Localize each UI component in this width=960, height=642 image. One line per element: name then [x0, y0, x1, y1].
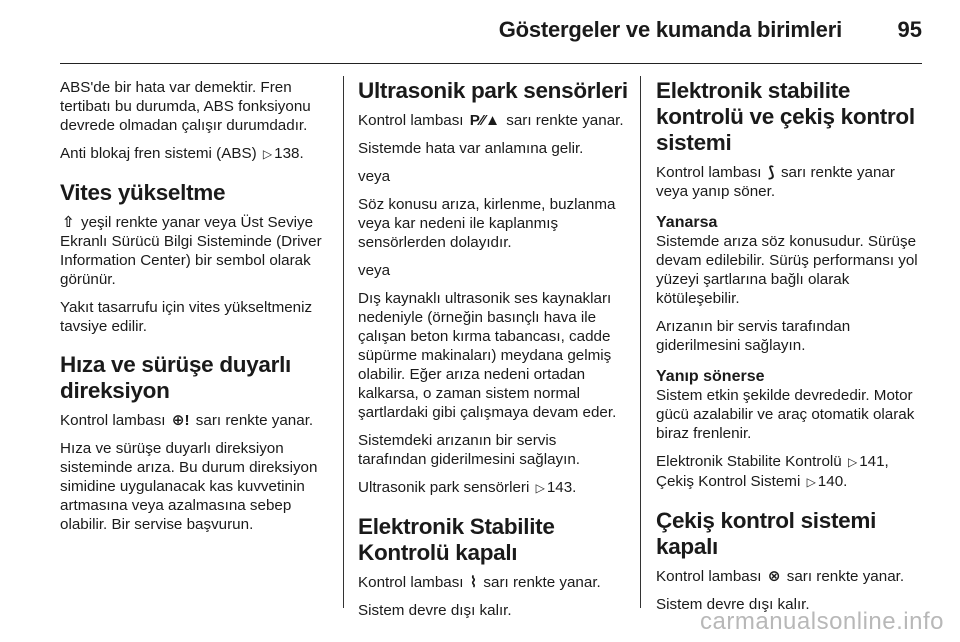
park-sensor-icon: P⁄⁄▲: [469, 112, 500, 129]
paragraph: Arızanın bir servis tarafından giderilmesini sağlayın.: [656, 318, 851, 354]
paragraph: ABS'de bir hata var demektir. Fren tertibatı bu durumda, ABS fonksiyonu devrede olmadan çalışır durumdadır.: [60, 79, 311, 134]
esc-off-icon: ⌇: [469, 574, 478, 591]
ref-text: Ultrasonik park sensörleri: [358, 479, 530, 496]
section-heading-traction-off: Çekiş kontrol sistemi kapalı: [656, 508, 877, 559]
page-ref-link[interactable]: 143.: [546, 479, 577, 496]
section-heading-esp: Elektronik stabilite kontrolü ve çekiş kontrol sistemi: [656, 78, 915, 155]
header-title: Göstergeler ve kumanda birimleri: [498, 17, 842, 42]
paragraph: [358, 111, 628, 130]
paragraph-text: sarı renkte yanar.: [506, 112, 624, 129]
paragraph-text: Kontrol lambası: [656, 164, 762, 181]
paragraph-text: Kontrol lambası: [656, 568, 762, 585]
paragraph-text: Kontrol lambası: [60, 412, 166, 429]
paragraph: [60, 144, 328, 164]
steering-warning-icon: ⊕!: [171, 412, 190, 429]
paragraph-text: Kontrol lambası: [358, 574, 464, 591]
paragraph: veya: [358, 168, 391, 185]
paragraph: [656, 567, 926, 586]
page-header: [0, 0, 960, 66]
page-ref-link[interactable]: 138.: [274, 145, 304, 162]
column-1: [60, 78, 328, 543]
column-divider-2: [640, 76, 641, 608]
subheading-yanip-sonerse: Yanıp sönerse: [656, 368, 765, 385]
paragraph: Sistemde hata var anlamına gelir.: [358, 140, 584, 157]
section-heading-hiza: Hıza ve sürüşe duyarlı direksiyon: [60, 352, 292, 403]
paragraph-text: yeşil renkte yanar veya Üst Seviye Ekranlı Sürücü Bilgi Sisteminde (Driver Information Center) bir sembol olarak görünür.: [60, 214, 322, 288]
page-number: 95: [897, 17, 922, 42]
paragraph: Sistem devre dışı kalır.: [656, 596, 810, 613]
paragraph: Yakıt tasarrufu için vites yükseltmeniz tavsiye edilir.: [60, 299, 313, 335]
ref-text: Anti blokaj fren sistemi (ABS): [60, 145, 257, 162]
column-divider-1: [343, 76, 344, 608]
paragraph: [358, 478, 628, 498]
paragraph: Söz konusu arıza, kirlenme, buzlanma veya kar nedeni ile kaplanmış sensörlerden dolayıdır.: [358, 196, 616, 251]
paragraph: Sistem devre dışı kalır.: [358, 602, 512, 619]
paragraph-text: sarı renkte yanar.: [195, 412, 314, 429]
column-3: [656, 78, 926, 623]
traction-off-icon: ⊗: [767, 568, 781, 585]
page-ref-arrow-icon: ▷: [262, 147, 273, 161]
paragraph: [656, 452, 926, 492]
page-ref-arrow-icon: ▷: [806, 475, 816, 489]
paragraph: Sistem etkin şekilde devrededir. Motor gücü azalabilir ve araç otomatik olarak biraz frenlenir.: [656, 387, 915, 442]
watermark: carmanualsonline.info: [700, 608, 944, 635]
paragraph: [358, 573, 628, 592]
upshift-icon: ⇧: [62, 214, 75, 231]
paragraph: [656, 163, 926, 201]
section-heading-ultrasonic: Ultrasonik park sensörleri: [358, 78, 628, 103]
page-ref-arrow-icon: ▷: [847, 455, 858, 469]
ref-text: Çekiş Kontrol Sistemi: [656, 473, 801, 490]
paragraph: veya: [358, 262, 391, 279]
paragraph-text: sarı renkte yanar.: [786, 568, 905, 585]
paragraph: Dış kaynaklı ultrasonik ses kaynakları nedeniyle (örneğin basınçlı hava ile çalışan beton kırma tabancası, cadde süpürme makinaları) meydana gelmiş olabilir. Eğer arıza nedeni ortadan kalkarsa, o zaman sistem normal şartlardaki gibi çalışmaya devam eder.: [358, 290, 617, 421]
paragraph: Sistemdeki arızanın bir servis tarafından giderilmesini sağlayın.: [358, 432, 581, 468]
paragraph: Hıza ve sürüşe duyarlı direksiyon sisteminde arıza. Bu durum direksiyon simidine uygulanacak kas kuvvetinin artmasına veya azalmasına sebep olabilir. Bir servise başvurun.: [60, 440, 318, 533]
column-2: [358, 78, 628, 629]
page-ref-link[interactable]: 140.: [817, 473, 848, 490]
paragraph-text: Kontrol lambası: [358, 112, 464, 129]
paragraph: Sistemde arıza söz konusudur. Sürüşe devam edilebilir. Sürüş performansı yol yüzeyi şartlarına bağlı olarak kötüleşebilir.: [656, 233, 918, 307]
ref-text: Elektronik Stabilite Kontrolü: [656, 453, 842, 470]
page-ref-arrow-icon: ▷: [535, 481, 545, 495]
header-divider: [60, 63, 922, 64]
paragraph: [60, 411, 328, 430]
paragraph: [60, 213, 328, 289]
page-ref-link[interactable]: 141,: [859, 453, 889, 470]
paragraph-text: sarı renkte yanar.: [483, 574, 601, 591]
section-heading-vites: Vites yükseltme: [60, 180, 226, 205]
section-heading-esc-off: Elektronik Stabilite Kontrolü kapalı: [358, 514, 555, 565]
paragraph-text: sarı renkte yanar veya yanıp söner.: [656, 164, 895, 200]
subheading-yanarsa: Yanarsa: [656, 214, 718, 231]
esp-icon: ⟆: [767, 164, 775, 181]
